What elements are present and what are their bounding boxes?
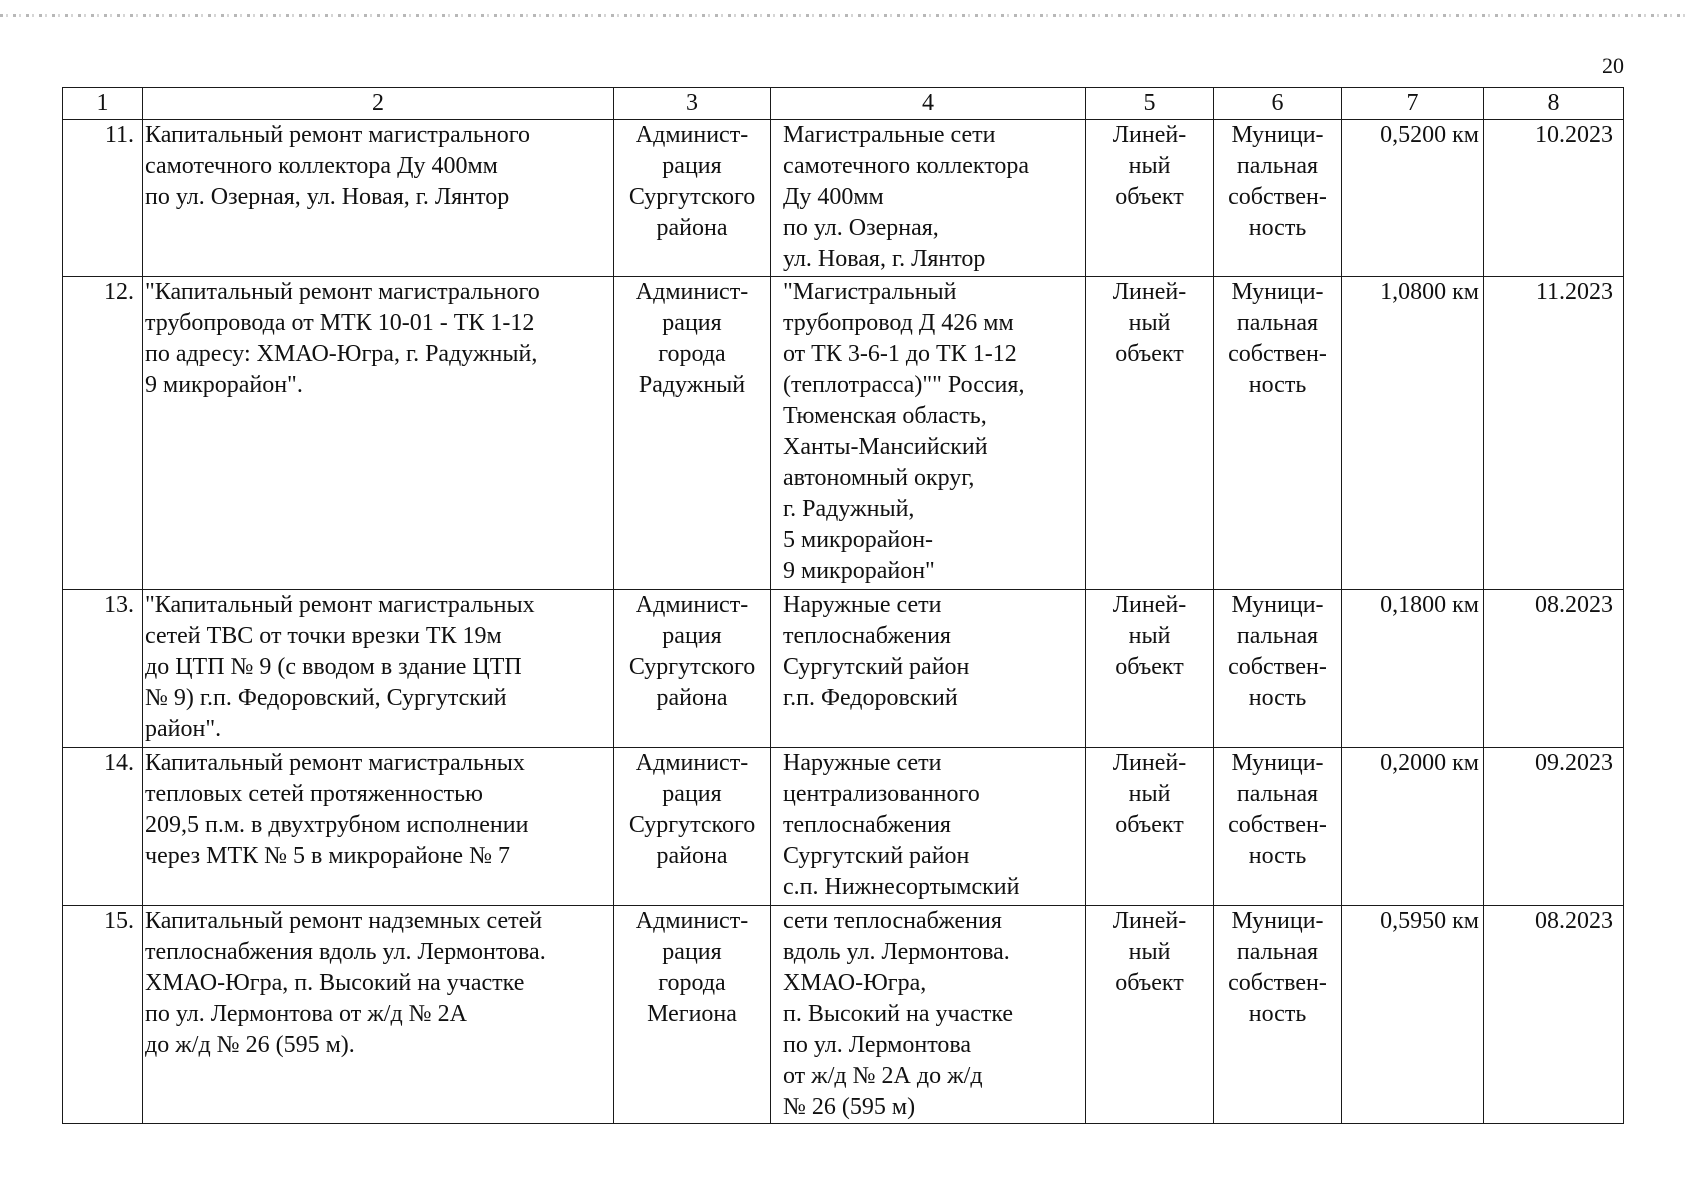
cell-line: Линей- [1112,750,1187,776]
cell-line: ность [1248,843,1307,869]
header-cell: 7 [1342,88,1484,120]
administration-cell [614,748,771,906]
cell-line: вдоль ул. Лермонтова. [783,939,1010,965]
cell-line: Ханты-Мансийский [783,434,988,460]
administration-cell [614,120,771,277]
cell-line: Линей- [1112,122,1187,148]
cell-line: Сургутский район [783,654,970,680]
row-number: 14. [63,748,143,906]
cell-line: Магистральные сети [783,122,996,148]
cell-line: Админист- [635,908,749,934]
cell-line: Сургутского [628,654,756,680]
cell-line: рация [662,310,722,336]
cell-line: централизованного [783,781,980,807]
cell-line: ул. Новая, г. Лянтор [783,246,986,272]
table-row [63,906,1624,1124]
cell-line: ность [1248,685,1307,711]
cell-line: через МТК № 5 в микрорайоне № 7 [145,843,510,869]
cell-line: рация [662,153,722,179]
cell-line: тепловых сетей протяженностью [145,781,483,807]
cell-line: Админист- [635,279,749,305]
cell-line: сетей ТВС от точки врезки ТК 19м [145,623,502,649]
cell-line: до ЦТП № 9 (с вводом в здание ЦТП [145,654,522,680]
date-cell: 10.2023 [1484,120,1624,277]
object-description-cell [771,277,1086,590]
cell-line: собствен- [1228,184,1327,210]
cell-line: Сургутский район [783,843,970,869]
ownership-cell [1214,906,1342,1124]
cell-line: ХМАО-Югра, п. Высокий на участке [145,970,525,996]
header-cell: 1 [63,88,143,120]
administration-cell [614,277,771,590]
row-number: 11. [63,120,143,277]
cell-line: объект [1115,184,1184,210]
table-row [63,120,1624,277]
cell-line: г. Радужный, [783,496,915,522]
cell-line: ный [1128,310,1171,336]
cell-line: пальная [1236,310,1319,336]
cell-line: (теплотрасса)"" Россия, [783,372,1025,398]
ownership-cell [1214,120,1342,277]
date-cell: 11.2023 [1484,277,1624,590]
header-cell: 5 [1086,88,1214,120]
cell-line: "Капитальный ремонт магистрального [145,279,540,305]
cell-line: пальная [1236,623,1319,649]
cell-line: Радужный [638,372,746,398]
cell-line: по адресу: ХМАО-Югра, г. Радужный, [145,341,538,367]
cell-line: Муници- [1231,592,1324,618]
cell-line: объект [1115,654,1184,680]
header-cell: 8 [1484,88,1624,120]
cell-line: ный [1128,939,1171,965]
table-row [63,590,1624,748]
cell-line: Линей- [1112,592,1187,618]
cell-line: Сургутского [628,184,756,210]
cell-line: Ду 400мм [783,184,884,210]
date-cell: 08.2023 [1484,906,1624,1124]
cell-line: Админист- [635,592,749,618]
cell-line: Админист- [635,122,749,148]
cell-line: Муници- [1231,750,1324,776]
cell-line: самотечного коллектора Ду 400мм [145,153,498,179]
object-description-cell [771,120,1086,277]
table-row [63,277,1624,590]
object-description-cell [771,590,1086,748]
cell-line: пальная [1236,781,1319,807]
cell-line: пальная [1236,153,1319,179]
cell-line: ность [1248,372,1307,398]
cell-line: Линей- [1112,908,1187,934]
cell-line: Муници- [1231,279,1324,305]
ownership-cell [1214,590,1342,748]
cell-line: теплоснабжения вдоль ул. Лермонтова. [145,939,546,965]
length-cell: 1,0800 км [1342,277,1484,590]
cell-line: по ул. Озерная, ул. Новая, г. Лянтор [145,184,510,210]
cell-line: Тюменская область, [783,403,987,429]
administration-cell [614,906,771,1124]
cell-line: 209,5 п.м. в двухтрубном исполнении [145,812,529,838]
cell-line: п. Высокий на участке [783,1001,1014,1027]
cell-line: по ул. Лермонтова от ж/д № 2А [145,1001,467,1027]
cell-line: № 26 (595 м) [783,1094,916,1120]
object-name-cell [143,906,614,1124]
object-type-cell [1086,120,1214,277]
cell-line: Мегиона [647,1001,737,1027]
scan-edge-artifact [0,14,1685,17]
object-type-cell [1086,748,1214,906]
cell-line: с.п. Нижнесортымский [783,874,1020,900]
cell-line: № 9) г.п. Федоровский, Сургутский [145,685,507,711]
cell-line: района [656,685,728,711]
cell-line: объект [1115,970,1184,996]
cell-line: теплоснабжения [783,812,951,838]
cell-line: трубопровод Д 426 мм [783,310,1014,336]
cell-line: 5 микрорайон- [783,527,934,553]
header-cell: 4 [771,88,1086,120]
register-table [62,87,1624,1124]
length-cell: 0,2000 км [1342,748,1484,906]
cell-line: рация [662,781,722,807]
length-cell: 0,1800 км [1342,590,1484,748]
object-description-cell [771,748,1086,906]
cell-line: по ул. Лермонтова [783,1032,972,1058]
cell-line: трубопровода от МТК 10-01 - ТК 1-12 [145,310,535,336]
cell-line: собствен- [1228,654,1327,680]
length-cell: 0,5950 км [1342,906,1484,1124]
cell-line: ность [1248,1001,1307,1027]
date-cell: 08.2023 [1484,590,1624,748]
object-description-cell [771,906,1086,1124]
cell-line: района [656,215,728,241]
date-cell: 09.2023 [1484,748,1624,906]
cell-line: "Капитальный ремонт магистральных [145,592,535,618]
cell-line: сети теплоснабжения [783,908,1002,934]
object-type-cell [1086,590,1214,748]
cell-line: автономный округ, [783,465,975,491]
row-number: 13. [63,590,143,748]
cell-line: Муници- [1231,122,1324,148]
cell-line: по ул. Озерная, [783,215,939,241]
header-row [63,88,1624,120]
cell-line: ность [1248,215,1307,241]
cell-line: теплоснабжения [783,623,951,649]
row-number: 15. [63,906,143,1124]
cell-line: Капитальный ремонт магистральных [145,750,525,776]
object-type-cell [1086,277,1214,590]
cell-line: ный [1128,153,1171,179]
header-cell: 3 [614,88,771,120]
cell-line: ный [1128,623,1171,649]
cell-line: Капитальный ремонт надземных сетей [145,908,543,934]
cell-line: Муници- [1231,908,1324,934]
cell-line: собствен- [1228,812,1327,838]
page-number: 20 [1602,53,1624,78]
object-type-cell [1086,906,1214,1124]
cell-line: собствен- [1228,970,1327,996]
administration-cell [614,590,771,748]
cell-line: города [658,341,726,367]
table-row [63,748,1624,906]
cell-line: рация [662,939,722,965]
ownership-cell [1214,277,1342,590]
cell-line: от ж/д № 2А до ж/д [783,1063,983,1089]
cell-line: 9 микрорайон" [783,558,935,584]
object-name-cell [143,748,614,906]
cell-line: собствен- [1228,341,1327,367]
cell-line: Капитальный ремонт магистрального [145,122,530,148]
cell-line: Админист- [635,750,749,776]
ownership-cell [1214,748,1342,906]
cell-line: объект [1115,341,1184,367]
cell-line: 9 микрорайон". [145,372,303,398]
cell-line: города [658,970,726,996]
cell-line: Линей- [1112,279,1187,305]
cell-line: до ж/д № 26 (595 м). [145,1032,355,1058]
header-cell: 6 [1214,88,1342,120]
cell-line: г.п. Федоровский [783,685,958,711]
cell-line: "Магистральный [783,279,957,305]
cell-line: район". [145,716,222,742]
cell-line: Сургутского [628,812,756,838]
cell-line: самотечного коллектора [783,153,1030,179]
length-cell: 0,5200 км [1342,120,1484,277]
cell-line: Наружные сети [783,750,942,776]
cell-line: рация [662,623,722,649]
header-cell: 2 [143,88,614,120]
cell-line: пальная [1236,939,1319,965]
object-name-cell [143,590,614,748]
cell-line: района [656,843,728,869]
object-name-cell [143,277,614,590]
object-name-cell [143,120,614,277]
cell-line: Наружные сети [783,592,942,618]
cell-line: объект [1115,812,1184,838]
cell-line: от ТК 3-6-1 до ТК 1-12 [783,341,1017,367]
cell-line: ный [1128,781,1171,807]
row-number: 12. [63,277,143,590]
cell-line: ХМАО-Югра, [783,970,927,996]
